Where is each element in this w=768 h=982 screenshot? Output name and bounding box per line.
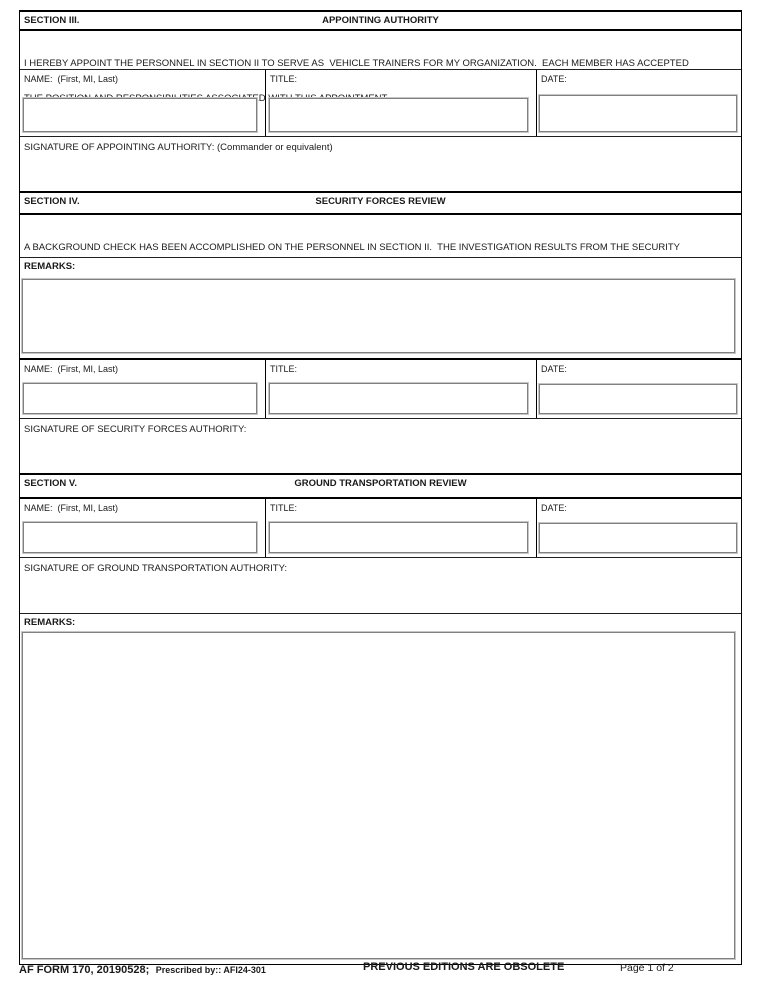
- section-iii-title: APPOINTING AUTHORITY: [322, 15, 439, 26]
- section-v-name-title-date-row: [20, 497, 741, 557]
- section-iv-title: SECURITY FORCES REVIEW: [315, 196, 446, 207]
- section-iii-name-input[interactable]: [23, 98, 257, 132]
- form-footer-left: [19, 960, 266, 978]
- form-footer: [19, 960, 740, 978]
- section-iv-remarks-row: [20, 257, 741, 358]
- section-v-title: GROUND TRANSPORTATION REVIEW: [294, 478, 467, 489]
- section-v-header: [20, 473, 741, 497]
- section-v-label: SECTION V.: [24, 478, 77, 489]
- section-iv-statement: [20, 213, 741, 257]
- section-v-date-label: DATE:: [541, 503, 567, 513]
- section-iii-name-label: NAME: (First, MI, Last): [24, 74, 119, 84]
- section-iv-title-label: TITLE:: [270, 364, 298, 374]
- section-iv-title-cell: [266, 360, 537, 418]
- section-v-date-cell: [537, 499, 741, 557]
- prescribed-by: Prescribed by:: AFI24-301: [155, 965, 266, 975]
- section-iv-name-cell: [20, 360, 266, 418]
- section-v-remarks-label: REMARKS:: [24, 617, 76, 628]
- section-iv-title-input[interactable]: [269, 383, 528, 414]
- section-iv-signature-label: SIGNATURE OF SECURITY FORCES AUTHORITY:: [24, 424, 247, 435]
- section-iii-signature-row[interactable]: [20, 136, 741, 191]
- section-iv-name-title-date-row: [20, 358, 741, 418]
- section-iv-remarks-input[interactable]: [22, 279, 735, 353]
- section-iv-name-label: NAME: (First, MI, Last): [24, 364, 119, 374]
- section-v-name-label: NAME: (First, MI, Last): [24, 503, 119, 513]
- section-iv-remarks-label: REMARKS:: [24, 261, 76, 272]
- section-v-signature-label: SIGNATURE OF GROUND TRANSPORTATION AUTHORITY:: [24, 563, 288, 574]
- section-iii-statement: [20, 29, 741, 69]
- section-iii-signature-label: SIGNATURE OF APPOINTING AUTHORITY: (Commander or equivalent): [24, 142, 333, 153]
- section-iv-name-input[interactable]: [23, 383, 257, 414]
- section-iii-date-label: DATE:: [541, 74, 567, 84]
- section-iii-label: SECTION III.: [24, 15, 80, 26]
- section-v-title-input[interactable]: [269, 522, 528, 553]
- section-iv-date-label: DATE:: [541, 364, 567, 374]
- section-iv-signature-row[interactable]: [20, 418, 741, 473]
- section-v-signature-row[interactable]: [20, 557, 741, 613]
- section-iii-name-title-date-row: [20, 69, 741, 136]
- section-iii-title-cell: [266, 70, 537, 136]
- section-v-remarks-input[interactable]: [22, 632, 735, 959]
- section-iv-statement-line-1: A BACKGROUND CHECK HAS BEEN ACCOMPLISHED ON THE PERSONNEL IN SECTION II. THE INVESTIGATION RESULTS FROM THE SECURITY: [24, 242, 680, 253]
- section-iii-statement-line-1: I HEREBY APPOINT THE PERSONNEL IN SECTION II TO SERVE AS VEHICLE TRAINERS FOR MY ORGANIZATION. EACH MEMBER HAS ACCEPTED: [24, 58, 689, 69]
- section-iv-date-input[interactable]: [539, 384, 737, 414]
- section-iii-header: [20, 12, 741, 29]
- section-iv-label: SECTION IV.: [24, 196, 80, 207]
- section-v-name-cell: [20, 499, 266, 557]
- section-v-date-input[interactable]: [539, 523, 737, 553]
- section-iii-title-input[interactable]: [269, 98, 528, 132]
- page-indicator: Page 1 of 2: [620, 962, 674, 974]
- section-v-title-cell: [266, 499, 537, 557]
- section-iii-date-input[interactable]: [539, 95, 737, 132]
- section-v-remarks-row: [20, 613, 741, 964]
- previous-editions-note: PREVIOUS EDITIONS ARE OBSOLETE: [363, 961, 565, 973]
- section-iii-title-label: TITLE:: [270, 74, 298, 84]
- section-v-name-input[interactable]: [23, 522, 257, 553]
- section-iv-date-cell: [537, 360, 741, 418]
- af-form-170-table: [19, 10, 742, 965]
- section-iii-date-cell: [537, 70, 741, 136]
- form-number: AF FORM 170, 20190528;: [19, 964, 150, 976]
- section-iv-header: [20, 191, 741, 213]
- section-iii-name-cell: [20, 70, 266, 136]
- section-v-title-label: TITLE:: [270, 503, 298, 513]
